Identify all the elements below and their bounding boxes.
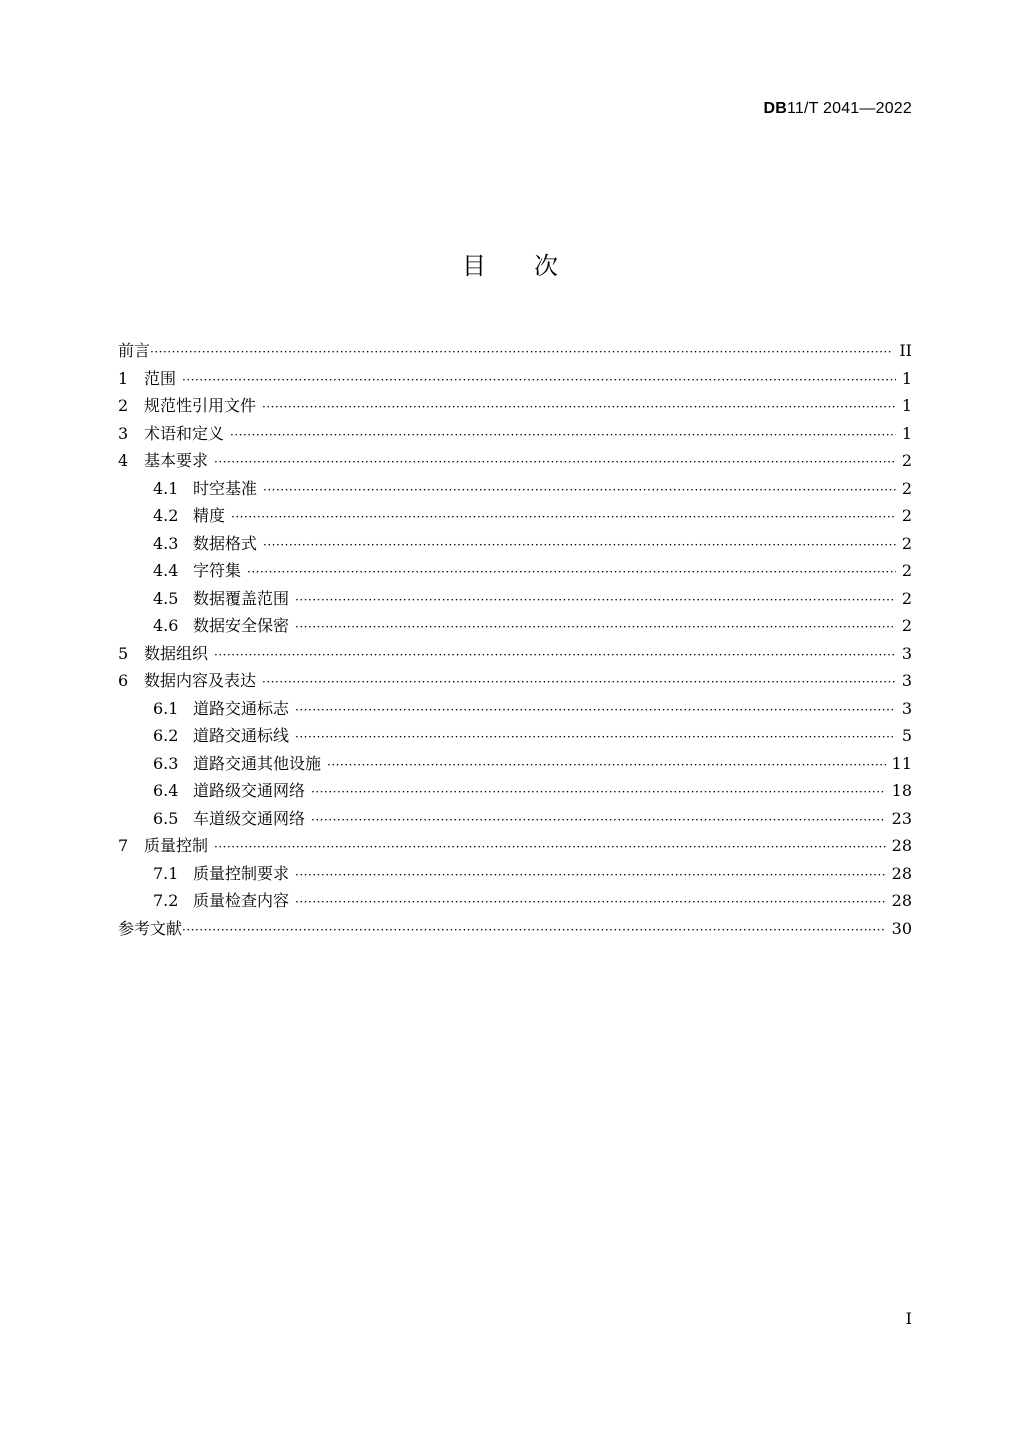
toc-entry-title: 范围 xyxy=(144,368,177,388)
toc-leader xyxy=(295,587,896,615)
toc-leader xyxy=(150,339,893,367)
toc-entry-page: 23 xyxy=(891,808,912,828)
toc-entry-page: 5 xyxy=(901,726,912,745)
toc-leader xyxy=(295,889,886,917)
toc-entry-number: 4.5 xyxy=(153,588,179,608)
toc-leader xyxy=(230,422,896,450)
toc-entry-number: 7.1 xyxy=(153,863,179,883)
toc-entry-4-5[interactable] xyxy=(118,585,912,613)
toc-entry-4-2[interactable] xyxy=(118,502,912,530)
toc-entry-page: 2 xyxy=(901,561,912,580)
toc-entry-6-3[interactable] xyxy=(118,750,912,778)
toc-entry-1[interactable] xyxy=(118,365,912,393)
toc-entry-title: 术语和定义 xyxy=(144,423,225,443)
toc-entry-6[interactable] xyxy=(118,667,912,695)
toc-entry-title: 质量控制 xyxy=(144,836,209,855)
toc-entry-number: 6.2 xyxy=(153,726,179,745)
toc-leader xyxy=(262,669,896,697)
toc-entry-page: 2 xyxy=(901,506,912,525)
toc-entry-4-6[interactable] xyxy=(118,612,912,640)
page-number: I xyxy=(905,1309,912,1328)
toc-entry-number: 4.1 xyxy=(153,478,179,498)
toc-entry-title: 数据格式 xyxy=(193,533,258,553)
toc-entry-foreword[interactable] xyxy=(118,337,912,365)
toc-entry-title: 道路交通其他设施 xyxy=(193,753,322,773)
toc-title: 目次 xyxy=(462,252,606,280)
toc-leader xyxy=(214,834,886,862)
toc-entry-title: 数据组织 xyxy=(144,643,209,663)
toc-entry-number: 5 xyxy=(118,643,129,663)
toc-entry-page: 2 xyxy=(901,451,912,470)
toc-entry-page: 1 xyxy=(901,423,912,443)
toc-leader xyxy=(327,752,886,780)
toc-entry-7[interactable] xyxy=(118,832,912,860)
toc-entry-number: 7 xyxy=(118,836,129,855)
toc-entry-number: 6 xyxy=(118,671,129,690)
toc-entry-2[interactable] xyxy=(118,392,912,420)
toc-entry-5[interactable] xyxy=(118,640,912,668)
toc-entry-title: 数据内容及表达 xyxy=(144,671,257,690)
toc-entry-7-1[interactable] xyxy=(118,860,912,888)
toc-entry-title: 质量检查内容 xyxy=(193,891,290,910)
toc-leader xyxy=(182,917,886,945)
document-code-prefix: DB xyxy=(763,100,788,117)
toc-entry-title: 规范性引用文件 xyxy=(144,396,257,415)
toc-leader xyxy=(263,532,896,560)
toc-entry-number: 2 xyxy=(118,396,129,415)
toc-entry-number: 7.2 xyxy=(153,891,179,910)
toc-leader xyxy=(295,697,896,725)
toc-entry-page: II xyxy=(899,341,912,360)
toc-leader xyxy=(214,642,896,670)
toc-leader xyxy=(182,367,896,395)
document-code-number: 11/T 2041—2022 xyxy=(787,100,912,117)
toc-entry-bibliography[interactable] xyxy=(118,915,912,943)
toc-entry-number: 4.2 xyxy=(153,506,179,525)
toc-entry-page: 3 xyxy=(901,643,912,663)
toc-leader xyxy=(311,807,886,835)
table-of-contents xyxy=(118,337,912,942)
toc-entry-number: 6.4 xyxy=(153,781,179,800)
toc-leader xyxy=(295,614,896,642)
toc-entry-4[interactable] xyxy=(118,447,912,475)
toc-entry-title: 数据安全保密 xyxy=(193,616,290,635)
toc-entry-4-1[interactable] xyxy=(118,475,912,503)
toc-entry-number: 4 xyxy=(118,451,129,470)
toc-leader xyxy=(214,449,896,477)
toc-leader xyxy=(231,504,896,532)
toc-entry-6-4[interactable] xyxy=(118,777,912,805)
toc-entry-title: 参考文献 xyxy=(118,918,183,938)
toc-entry-4-4[interactable] xyxy=(118,557,912,585)
toc-entry-page: 18 xyxy=(891,781,912,800)
toc-leader xyxy=(262,394,896,422)
toc-entry-title: 道路交通标志 xyxy=(193,698,290,718)
document-code xyxy=(764,100,913,118)
toc-entry-page: 1 xyxy=(901,368,912,388)
toc-entry-page: 3 xyxy=(901,698,912,718)
toc-entry-page: 30 xyxy=(891,918,912,938)
toc-entry-page: 28 xyxy=(891,836,912,855)
toc-entry-title: 精度 xyxy=(193,506,226,525)
toc-entry-title: 字符集 xyxy=(193,561,242,580)
toc-entry-page: 28 xyxy=(891,863,912,883)
toc-leader xyxy=(311,779,886,807)
toc-entry-page: 11 xyxy=(891,753,912,773)
toc-entry-number: 3 xyxy=(118,423,129,443)
toc-entry-title: 时空基准 xyxy=(193,478,258,498)
toc-entry-number: 1 xyxy=(118,368,129,388)
toc-entry-page: 2 xyxy=(901,616,912,635)
toc-entry-title: 道路交通标线 xyxy=(193,726,290,745)
toc-entry-title: 前言 xyxy=(118,341,151,360)
toc-entry-7-2[interactable] xyxy=(118,887,912,915)
toc-entry-page: 28 xyxy=(891,891,912,910)
toc-entry-number: 4.4 xyxy=(153,561,179,580)
toc-entry-page: 2 xyxy=(901,588,912,608)
toc-leader xyxy=(295,862,886,890)
toc-entry-title: 道路级交通网络 xyxy=(193,781,306,800)
toc-entry-page: 1 xyxy=(901,396,912,415)
toc-entry-title: 质量控制要求 xyxy=(193,863,290,883)
toc-leader xyxy=(295,724,896,752)
toc-entry-number: 6.3 xyxy=(153,753,179,773)
toc-entry-page: 2 xyxy=(901,478,912,498)
toc-entry-number: 6.5 xyxy=(153,808,179,828)
toc-entry-6-5[interactable] xyxy=(118,805,912,833)
toc-leader xyxy=(247,559,896,587)
toc-entry-number: 4.3 xyxy=(153,533,179,553)
toc-entry-3[interactable] xyxy=(118,420,912,448)
toc-entry-6-2[interactable] xyxy=(118,722,912,750)
toc-leader xyxy=(263,477,896,505)
toc-entry-4-3[interactable] xyxy=(118,530,912,558)
toc-entry-page: 2 xyxy=(901,533,912,553)
toc-entry-number: 6.1 xyxy=(153,698,179,718)
toc-entry-title: 基本要求 xyxy=(144,451,209,470)
toc-entry-page: 3 xyxy=(901,671,912,690)
toc-entry-title: 车道级交通网络 xyxy=(193,808,306,828)
toc-entry-number: 4.6 xyxy=(153,616,179,635)
toc-entry-title: 数据覆盖范围 xyxy=(193,588,290,608)
toc-entry-6-1[interactable] xyxy=(118,695,912,723)
